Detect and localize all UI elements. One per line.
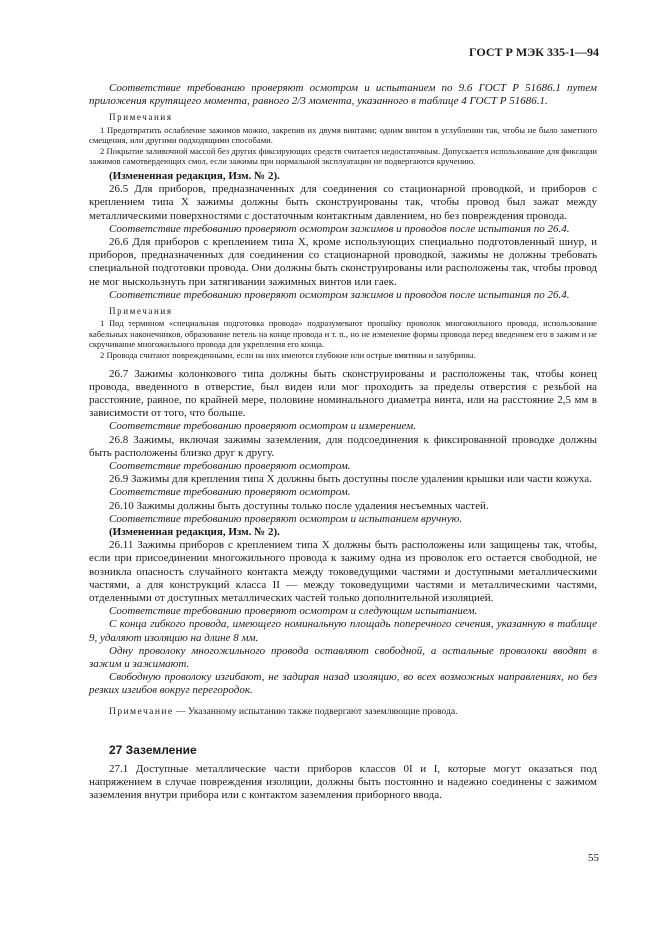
note-item: 1 Предотвратить ослабление зажимов можно, закрепив их двумя винтами; одним винтом в углублении так, чтобы не было заметного смещения, или другими подходящими способами. xyxy=(89,124,597,146)
note-item: 2 Провода считают поврежденными, если на них имеются глубокие или острые вмятины и зазубрины. xyxy=(100,350,476,360)
clause-26-7: 26.7 Зажимы колонкового типа должны быть сконструированы и расположены так, чтобы конец провода, введенного в отверстие, был виден или мог проходить за пределы отверстия с резьбой на расстояние, равное, по крайней мере, половине номинального диаметра винта, или на расстояние 2,5 мм в зависимости от того, что больше. xyxy=(89,367,597,420)
clause-26-11-compliance: Соответствие требованию проверяют осмотром и следующим испытанием. xyxy=(109,605,478,618)
page-body xyxy=(89,82,597,803)
clause-26-10-compliance: Соответствие требованию проверяют осмотром и испытанием вручную. xyxy=(109,512,463,525)
clause-26-5-compliance: Соответствие требованию проверяют осмотром зажимов и проводов после испытания по 26.4. xyxy=(109,222,570,235)
clause-26-9-compliance: Соответствие требованию проверяют осмотром. xyxy=(109,486,351,499)
test-step: С конца гибкого провода, имеющего номинальную площадь поперечного сечения, указанную в таблице 9, удаляют изоляцию на длине 8 мм. xyxy=(89,618,597,644)
clause-26-6-compliance: Соответствие требованию проверяют осмотром зажимов и проводов после испытания по 26.4. xyxy=(109,288,570,301)
test-step: Свободную проволоку изгибают, не задирая назад изоляцию, во всех возможных направлениях, но без резких изгибов вокруг перегородок. xyxy=(89,671,597,697)
revision-note: (Измененная редакция, Изм. № 2). xyxy=(109,526,280,539)
note-text: — Указанному испытанию также подвергают заземляющие провода. xyxy=(173,705,458,717)
note-item: 2 Покрытие заливочной массой без других фиксирующих средств считается недостаточным. Допускается использование для фиксации зажимов самотвердеющих смол, если зажимы при нормальной эксплуатации не подвергаются кручению. xyxy=(89,145,597,167)
clause-26-9: 26.9 Зажимы для крепления типа X должны быть доступны после удаления крышки или части кожуха. xyxy=(109,473,592,486)
clause-26-8: 26.8 Зажимы, включая зажимы заземления, для подсоединения к фиксированной проводке должны быть расположены близко друг к другу. xyxy=(89,433,597,459)
notes-heading: Примечания xyxy=(109,306,173,317)
section-heading: 27 Заземление xyxy=(109,742,197,757)
page-number: 55 xyxy=(588,852,599,864)
note-item: 1 Под термином «специальная подготовка провода» подразумевают пропайку проволок многожильного провода, использование кабельных наконечников, образование петель на конце провода и т. п., но не изменение формы провода перед введением его в зажим и не скручивание многожильного провода для укрепления его конца. xyxy=(89,318,597,350)
clause-26-5: 26.5 Для приборов, предназначенных для соединения со стационарной проводкой, и приборов с креплением типа X зажимы должны быть сконструированы так, чтобы провод был зажат между металлическими поверхностями с достаточным контактным давлением, но без повреждения провода. xyxy=(89,183,597,222)
notes-heading: Примечания xyxy=(109,112,173,123)
compliance-paragraph: Соответствие требованию проверяют осмотром и испытанием по 9.6 ГОСТ Р 51686.1 путем приложения крутящего момента, равного 2/3 момента, указанного в таблице 4 ГОСТ Р 51686.1. xyxy=(89,82,597,108)
single-note xyxy=(89,705,597,718)
page-header: ГОСТ Р МЭК 335-1—94 xyxy=(469,45,599,59)
clause-26-7-compliance: Соответствие требованию проверяют осмотром и измерением. xyxy=(109,420,416,433)
test-step: Одну проволоку многожильного провода оставляют свободной, а остальные проволоки вводят в зажим и зажимают. xyxy=(89,644,597,671)
revision-note: (Измененная редакция, Изм. № 2). xyxy=(109,169,280,182)
clause-26-8-compliance: Соответствие требованию проверяют осмотром. xyxy=(109,460,351,473)
note-label: Примечание xyxy=(109,705,174,717)
clause-26-6: 26.6 Для приборов с креплением типа X, кроме использующих специально подготовленный шнур, и приборов, предназначенных для соединения со стационарной проводкой, зажимы не должны требовать специальной подготовки провода. Они должны быть сконструированы или расположены так, чтобы провод не мог выскользнуть при затягивании зажимных винтов или гаек. xyxy=(89,236,597,288)
clause-27-1: 27.1 Доступные металлические части приборов классов 0I и I, которые могут оказаться под напряжением в случае повреждения изоляции, должны быть постоянно и надежно соединены с зажимом заземления внутри прибора или с контактом заземления приборного ввода. xyxy=(89,763,597,802)
clause-26-11: 26.11 Зажимы приборов с креплением типа X должны быть расположены или защищены так, чтобы, если при присоединении многожильного провода к зажиму одна из проволок его остается свободной, не возникла опасность случайного контакта между токоведущими частями и доступными металлическими частями, а для конструкций класса II — между токоведущими частями и металлическими частями, отделенными от доступных металлических частей только дополнительной изоляцией. xyxy=(89,539,597,605)
clause-26-10: 26.10 Зажимы должны быть доступны только после удаления несъемных частей. xyxy=(109,499,489,512)
